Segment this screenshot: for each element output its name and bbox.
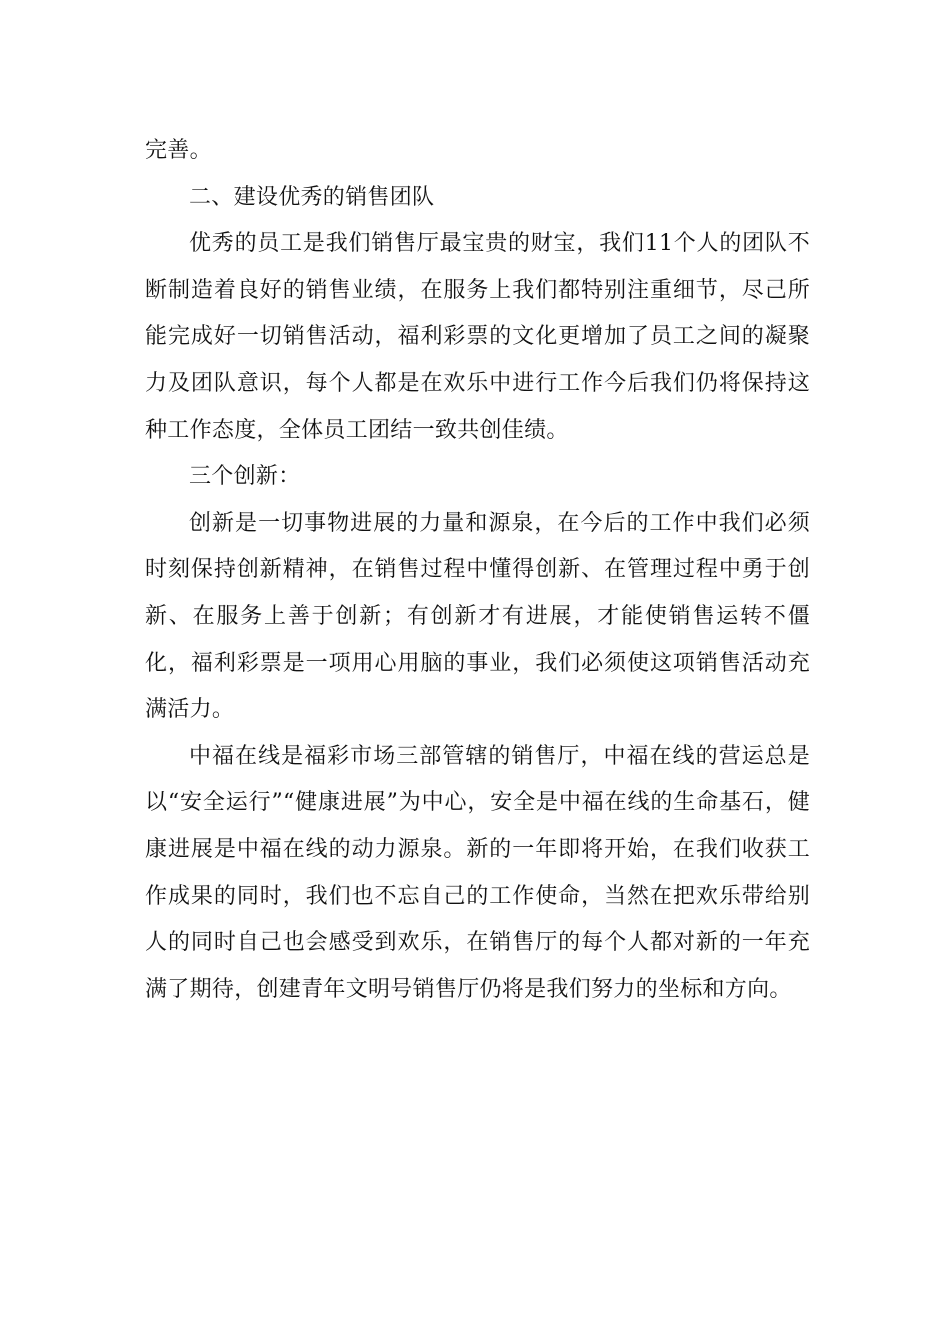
paragraph-continuation: 完善。 [145,138,212,163]
section-heading-sales-team: 二、建设优秀的销售团队 [189,184,435,210]
document-body [145,128,810,1013]
paragraph-innovation: 创新是一切事物进展的力量和源泉，在今后的工作中我们必须时刻保持创新精神，在销售过程中懂得创新、在管理过程中勇于创新、在服务上善于创新；有创新才有进展，才能使销售运转不僵化，福利彩票是一项用心用脑的事业，我们必须使这项销售活动充满活力。 [145,510,810,723]
section-heading-innovation: 三个创新： [189,464,301,490]
paragraph-sales-team: 优秀的员工是我们销售厅最宝贵的财宝，我们11个人的团队不断制造着良好的销售业绩，在服务上我们都特别注重细节，尽己所能完成好一切销售活动，福利彩票的文化更增加了员工之间的凝聚力及团队意识，每个人都是在欢乐中进行工作今后我们仍将保持这种工作态度，全体员工团结一致共创佳绩。 [145,231,810,443]
paragraph-zhongfu-online: 中福在线是福彩市场三部管辖的销售厅，中福在线的营运总是以“安全运行”“健康进展”为中心，安全是中福在线的生命基石，健康进展是中福在线的动力源泉。新的一年即将开始，在我们收获工作成果的同时，我们也不忘自己的工作使命，当然在把欢乐带给别人的同时自己也会感受到欢乐，在销售厅的每个人都对新的一年充满了期待，创建青年文明号销售厅仍将是我们努力的坐标和方向。 [145,743,810,1002]
